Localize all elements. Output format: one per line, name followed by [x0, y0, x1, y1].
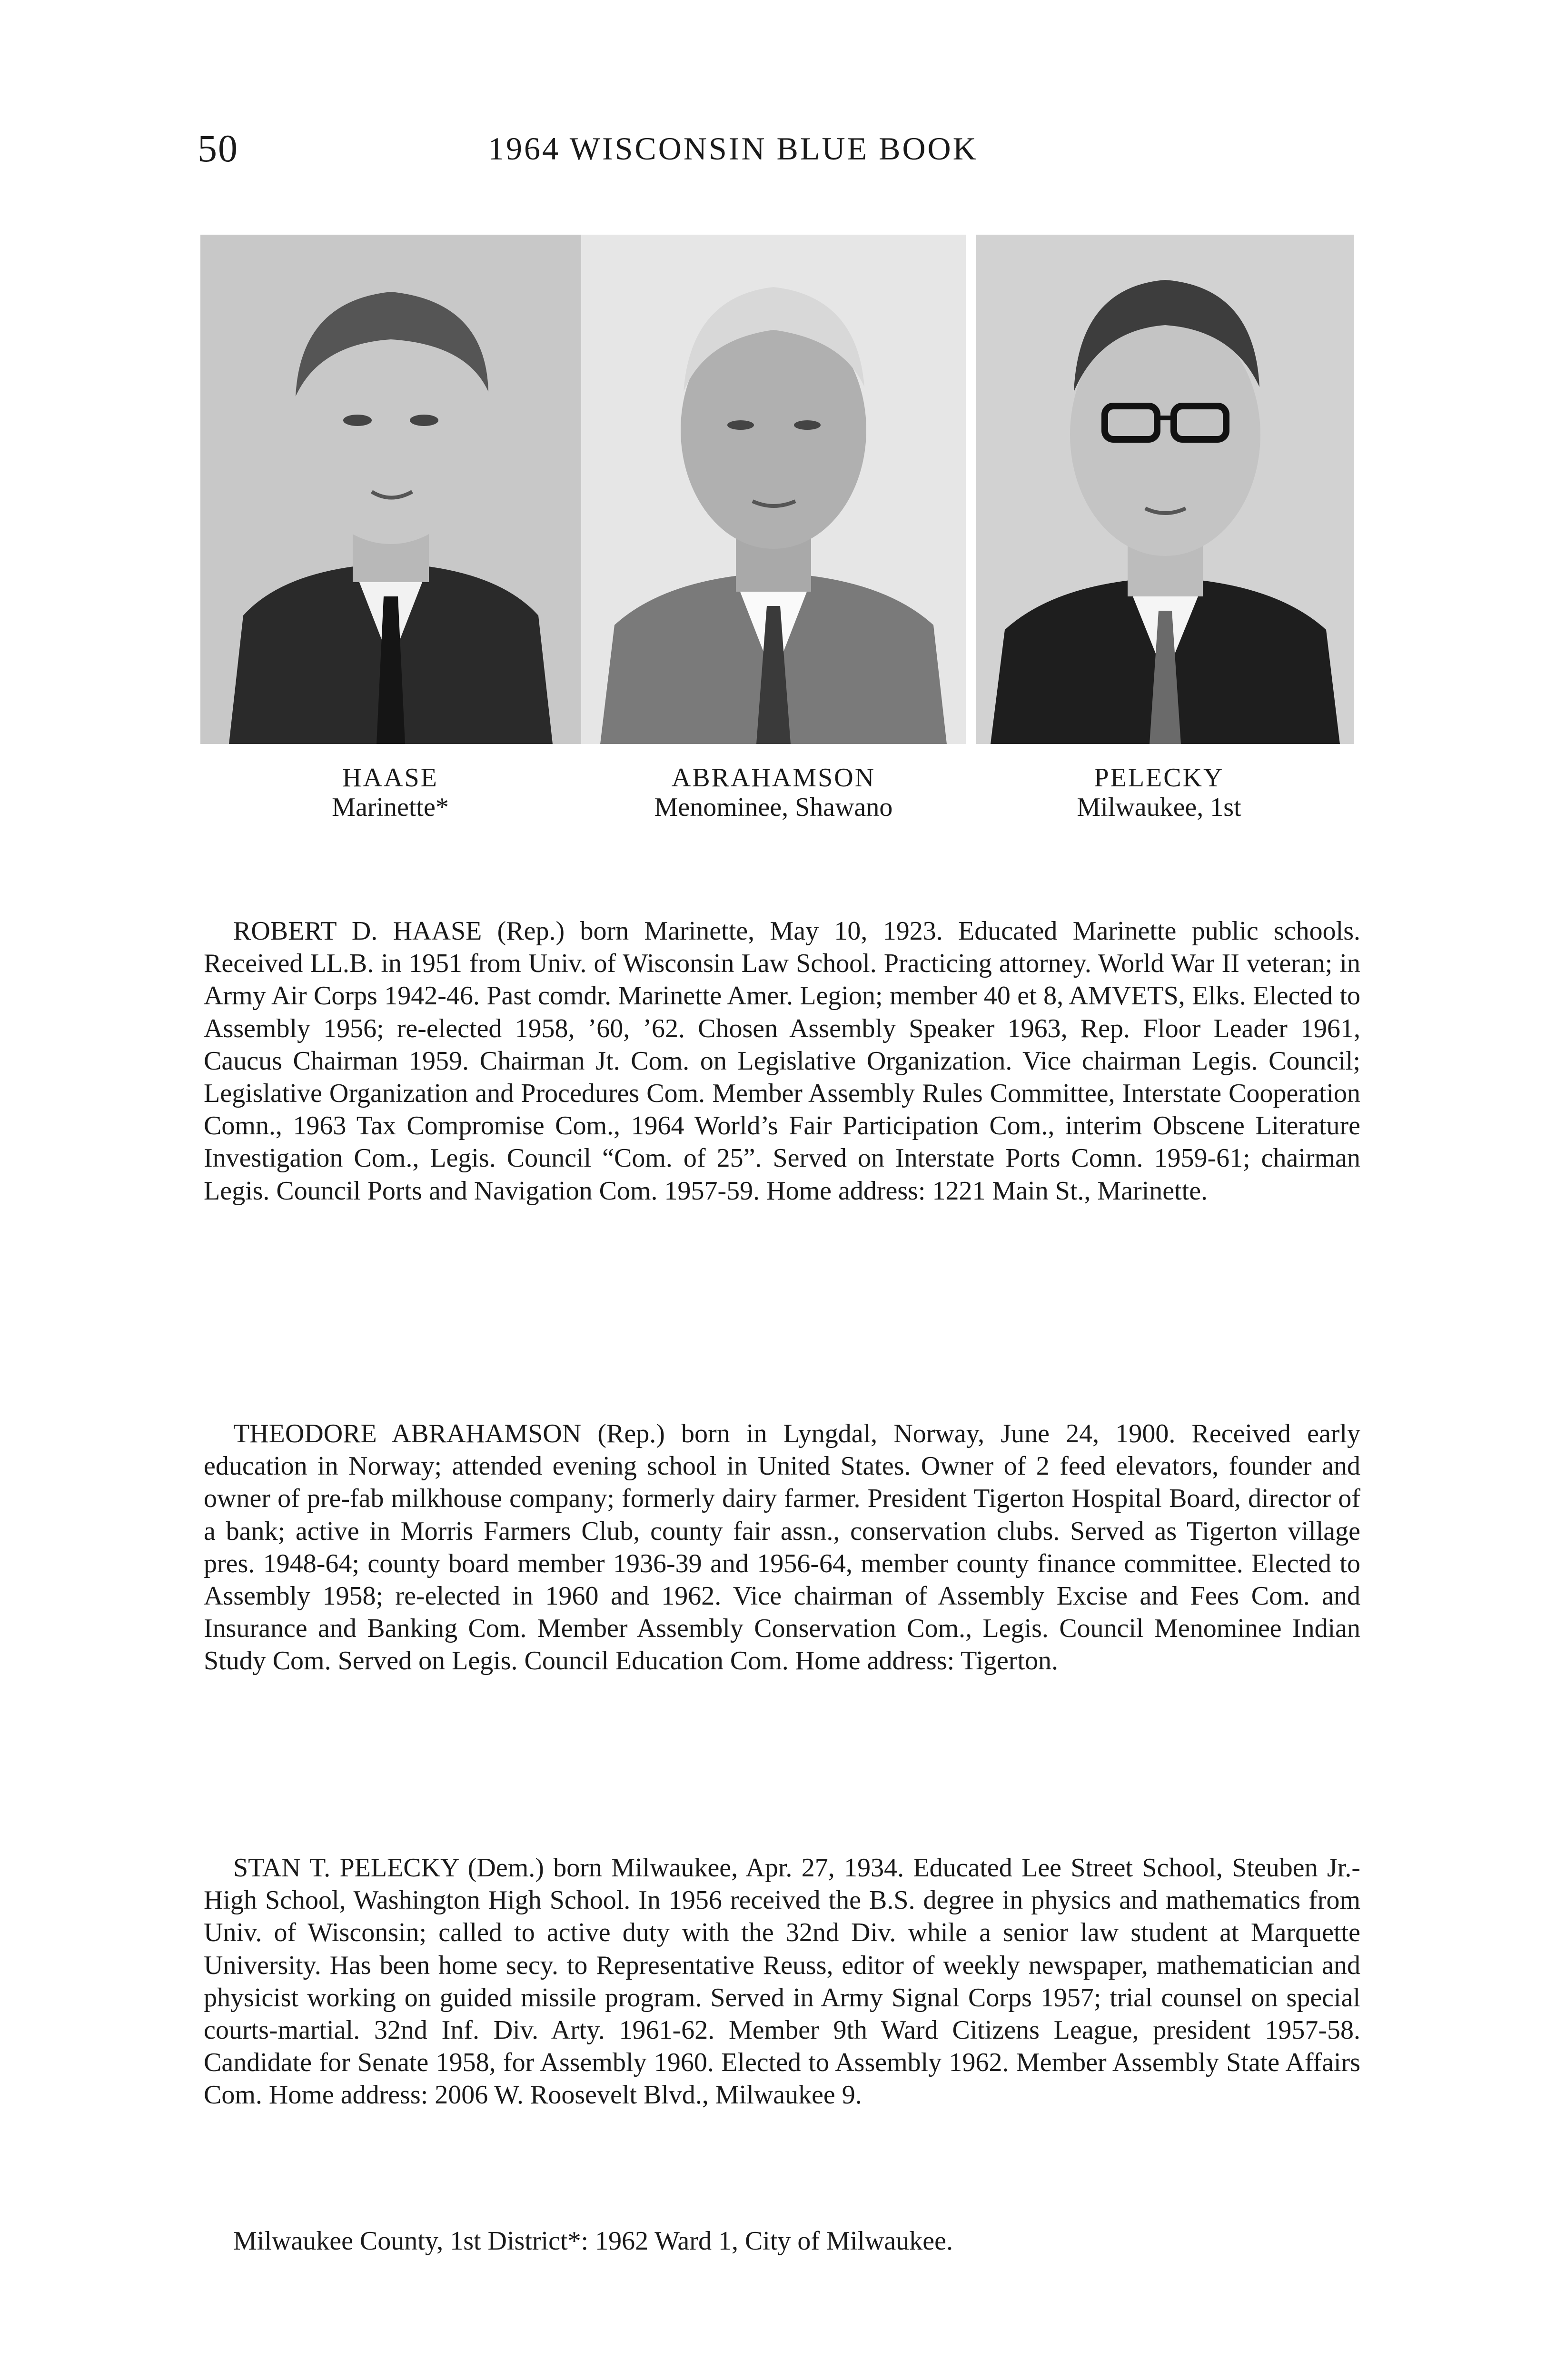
caption-name: PELECKY	[1094, 763, 1224, 793]
caption-haase	[200, 763, 581, 822]
caption-district: Menominee, Shawano	[654, 793, 893, 822]
biography-pelecky: STAN T. PELECKY (Dem.) born Milwaukee, Apr. 27, 1934. Educated Lee Street School, Steuben Jr.-High School, Washington High School. In 1956 received the B.S. degree in physics and mathematics from Univ. of Wisconsin; called to active duty with the 32nd Div. while a senior law student at Marquette University. Has been home secy. to Representative Reuss, editor of weekly newspaper, mathematician and physicist working on guided missile program. Served in Army Signal Corps 1957; trial counsel on special courts-martial. 32nd Inf. Div. Arty. 1961-62. Member 9th Ward Citizens League, president 1957-58. Candidate for Senate 1958, for Assembly 1960. Elected to Assembly 1962. Member Assembly State Affairs Com. Home address: 2006 W. Roosevelt Blvd., Milwaukee 9.	[204, 1853, 1360, 2110]
caption-district: Marinette*	[332, 793, 449, 822]
portrait-row	[200, 235, 1354, 744]
running-title: 1964 WISCONSIN BLUE BOOK	[488, 130, 978, 167]
portrait-photo-abrahamson	[581, 235, 966, 744]
page-number: 50	[198, 127, 238, 170]
portrait-photo-pelecky	[976, 235, 1354, 744]
portrait-photo-haase	[200, 235, 581, 744]
caption-abrahamson	[581, 763, 966, 822]
caption-pelecky	[966, 763, 1352, 822]
biography-haase: ROBERT D. HAASE (Rep.) born Marinette, May 10, 1923. Educated Marinette public schools. Received LL.B. in 1951 from Univ. of Wisconsin Law School. Practicing attorney. World War II veteran; in Army Air Corps 1942-46. Past comdr. Marinette Amer. Legion; member 40 et 8, AMVETS, Elks. Elected to Assembly 1956; re-elected 1958, ’60, ’62. Chosen Assembly Speaker 1963, Rep. Floor Leader 1961, Caucus Chairman 1959. Chairman Jt. Com. on Legislative Organization. Vice chairman Legis. Council; Legislative Organization and Procedures Com. Member Assembly Rules Committee, Interstate Cooperation Comn., 1963 Tax Compromise Com., 1964 World’s Fair Participation Com., interim Obscene Literature Investigation Com., Legis. Council “Com. of 25”. Served on Interstate Ports Comn. 1959-61; chairman Legis. Council Ports and Navigation Com. 1957-59. Home address: 1221 Main St., Marinette.	[204, 916, 1360, 1206]
caption-district: Milwaukee, 1st	[1077, 793, 1241, 822]
page-header	[198, 125, 1059, 172]
caption-name: ABRAHAMSON	[671, 763, 876, 793]
biography-abrahamson: THEODORE ABRAHAMSON (Rep.) born in Lyngdal, Norway, June 24, 1900. Received early education in Norway; attended evening school in United States. Owner of 2 feed elevators, founder and owner of pre-fab milkhouse company; formerly dairy farmer. President Tigerton Hospital Board, director of a bank; active in Morris Farmers Club, county fair assn., conservation clubs. Served as Tigerton village pres. 1948-64; county board member 1936-39 and 1956-64, member county finance committee. Elected to Assembly 1958; re-elected in 1960 and 1962. Vice chairman of Assembly Excise and Fees Com. and Insurance and Banking Com. Member Assembly Conservation Com., Legis. Council Menominee Indian Study Com. Served on Legis. Council Education Com. Home address: Tigerton.	[204, 1419, 1360, 1676]
district-note: Milwaukee County, 1st District*: 1962 Ward 1, City of Milwaukee.	[233, 2226, 953, 2256]
caption-name: HAASE	[342, 763, 438, 793]
